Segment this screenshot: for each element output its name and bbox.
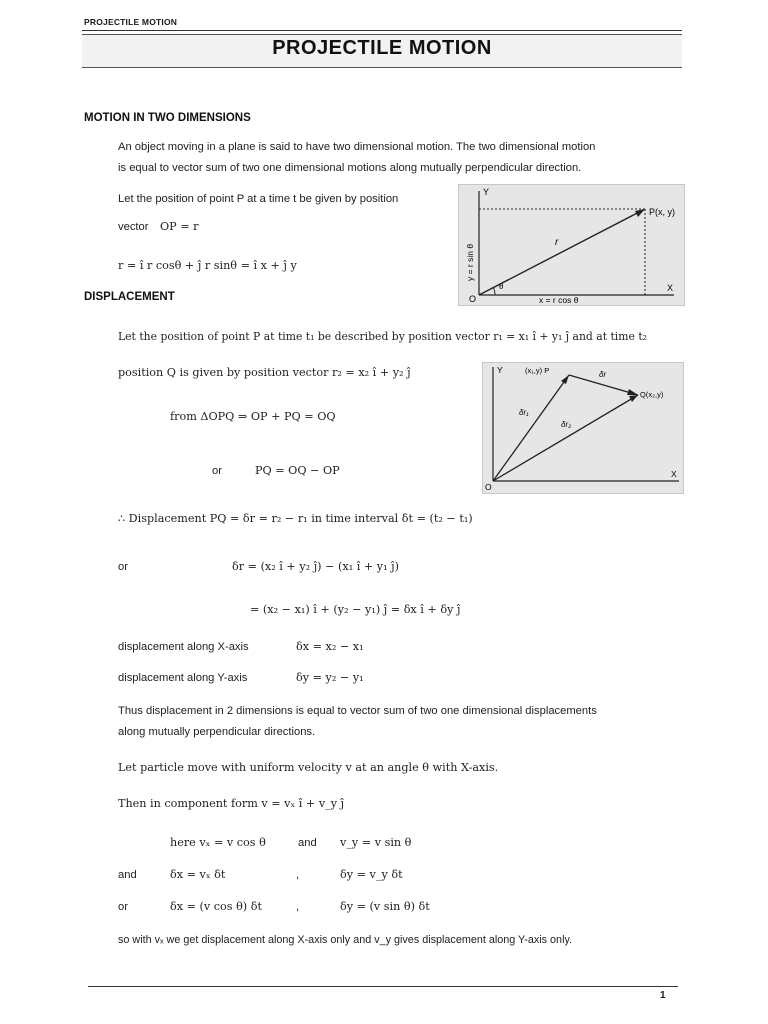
and-word: and [298,837,317,849]
running-header: PROJECTILE MOTION [84,17,178,27]
paragraph-line: Thus displacement in 2 dimensions is equal to vector sum of two one dimensional displacements [118,705,597,717]
fig2-y-axis-label: Y [497,365,503,375]
displacement-definition: ∴ Displacement PQ = δr = r₂ − r₁ in time interval δt = (t₂ − t₁) [118,512,473,525]
fig2-q-label: Q(x₂,y) [640,390,664,399]
page-number: 1 [660,990,666,1001]
vector-equation: OP = r [160,220,199,233]
fig1-angle-label: θ [499,282,504,291]
page-title: PROJECTILE MOTION [272,37,492,59]
fig1-point-label: P(x, y) [649,207,675,217]
fig1-y-component-label: y = r sin θ [465,243,475,281]
conclusion-line: so with vₓ we get displacement along X-axis only and v_y gives displacement along Y-axis only. [118,934,573,946]
triangle-equation: from ΔOPQ ⇒ OP + PQ = OQ [170,410,336,423]
and-label: and [118,869,137,881]
or-label: or [118,901,128,913]
delta-r-equation: δr = (x₂ î + y₂ ĵ) − (x₁ î + y₁ ĵ) [232,560,400,573]
component-form-line: Then in component form v = vₓ î + v_y ĵ [118,797,345,810]
fig2-r1-label: δr₁ [519,408,529,417]
vector-label: vector [118,221,149,233]
pq-equation: PQ = OQ − OP [255,464,340,477]
fig1-x-axis-label: X [667,283,674,293]
dx-label: displacement along X-axis [118,641,249,653]
dy-vsin-equation: δy = (v sin θ) δt [340,900,430,913]
vx-equation: here vₓ = v cos θ [170,836,266,849]
dy-label: displacement along Y-axis [118,672,248,684]
dy-equation: δy = y₂ − y₁ [296,671,364,684]
dy-vy-equation: δy = v_y δt [340,868,403,881]
fig1-origin-label: O [469,294,477,304]
comma-separator: , [296,869,300,881]
fig1-x-component-label: x = r cos θ [539,295,579,305]
paragraph-line: along mutually perpendicular directions. [118,726,316,738]
fig2-dr-label: δr [599,370,607,379]
uniform-velocity-line: Let particle move with uniform velocity v at an angle θ with X-axis. [118,761,499,774]
paragraph-line: An object moving in a plane is said to have two dimensional motion. The two dimensional motion [118,141,596,153]
fig2-r2-label: δr₂ [561,420,572,429]
figure-displacement-vectors [482,362,684,494]
or-label: or [212,465,222,477]
or-label: or [118,561,128,573]
expanded-equation: = (x₂ − x₁) î + (y₂ − y₁) ĵ = δx î + δy ĵ [250,603,461,616]
comma-separator: , [296,901,300,913]
paragraph-line: is equal to vector sum of two one dimensional motions along mutually perpendicular direction. [118,162,582,174]
header-rule [82,30,682,31]
dx-vx-equation: δx = vₓ δt [170,868,226,881]
dx-equation: δx = x₂ − x₁ [296,640,364,653]
paragraph-line: Let the position of point P at a time t be given by position [118,193,399,205]
vy-equation: v_y = v sin θ [340,836,412,849]
displacement-intro-line: position Q is given by position vector r₂ = x₂ î + y₂ ĵ [118,366,411,379]
dx-vcos-equation: δx = (v cos θ) δt [170,900,262,913]
fig2-origin-label: O [485,482,492,492]
position-equation: r = î r cosθ + ĵ r sinθ = î x + ĵ y [118,259,297,272]
fig2-p-label: (x₁,y) P [525,366,550,375]
section-heading-two-dimensions: MOTION IN TWO DIMENSIONS [84,112,251,124]
fig1-y-axis-label: Y [483,187,490,197]
displacement-intro-line: Let the position of point P at time t₁ be described by position vector r₁ = x₁ î + y₁ ĵ and at time t₂ [118,330,647,343]
figure-position-vector [458,184,685,306]
footer-rule [88,986,678,987]
section-heading-displacement: DISPLACEMENT [84,291,175,303]
fig2-x-axis-label: X [671,469,677,479]
fig1-vector-label: r [555,237,559,248]
